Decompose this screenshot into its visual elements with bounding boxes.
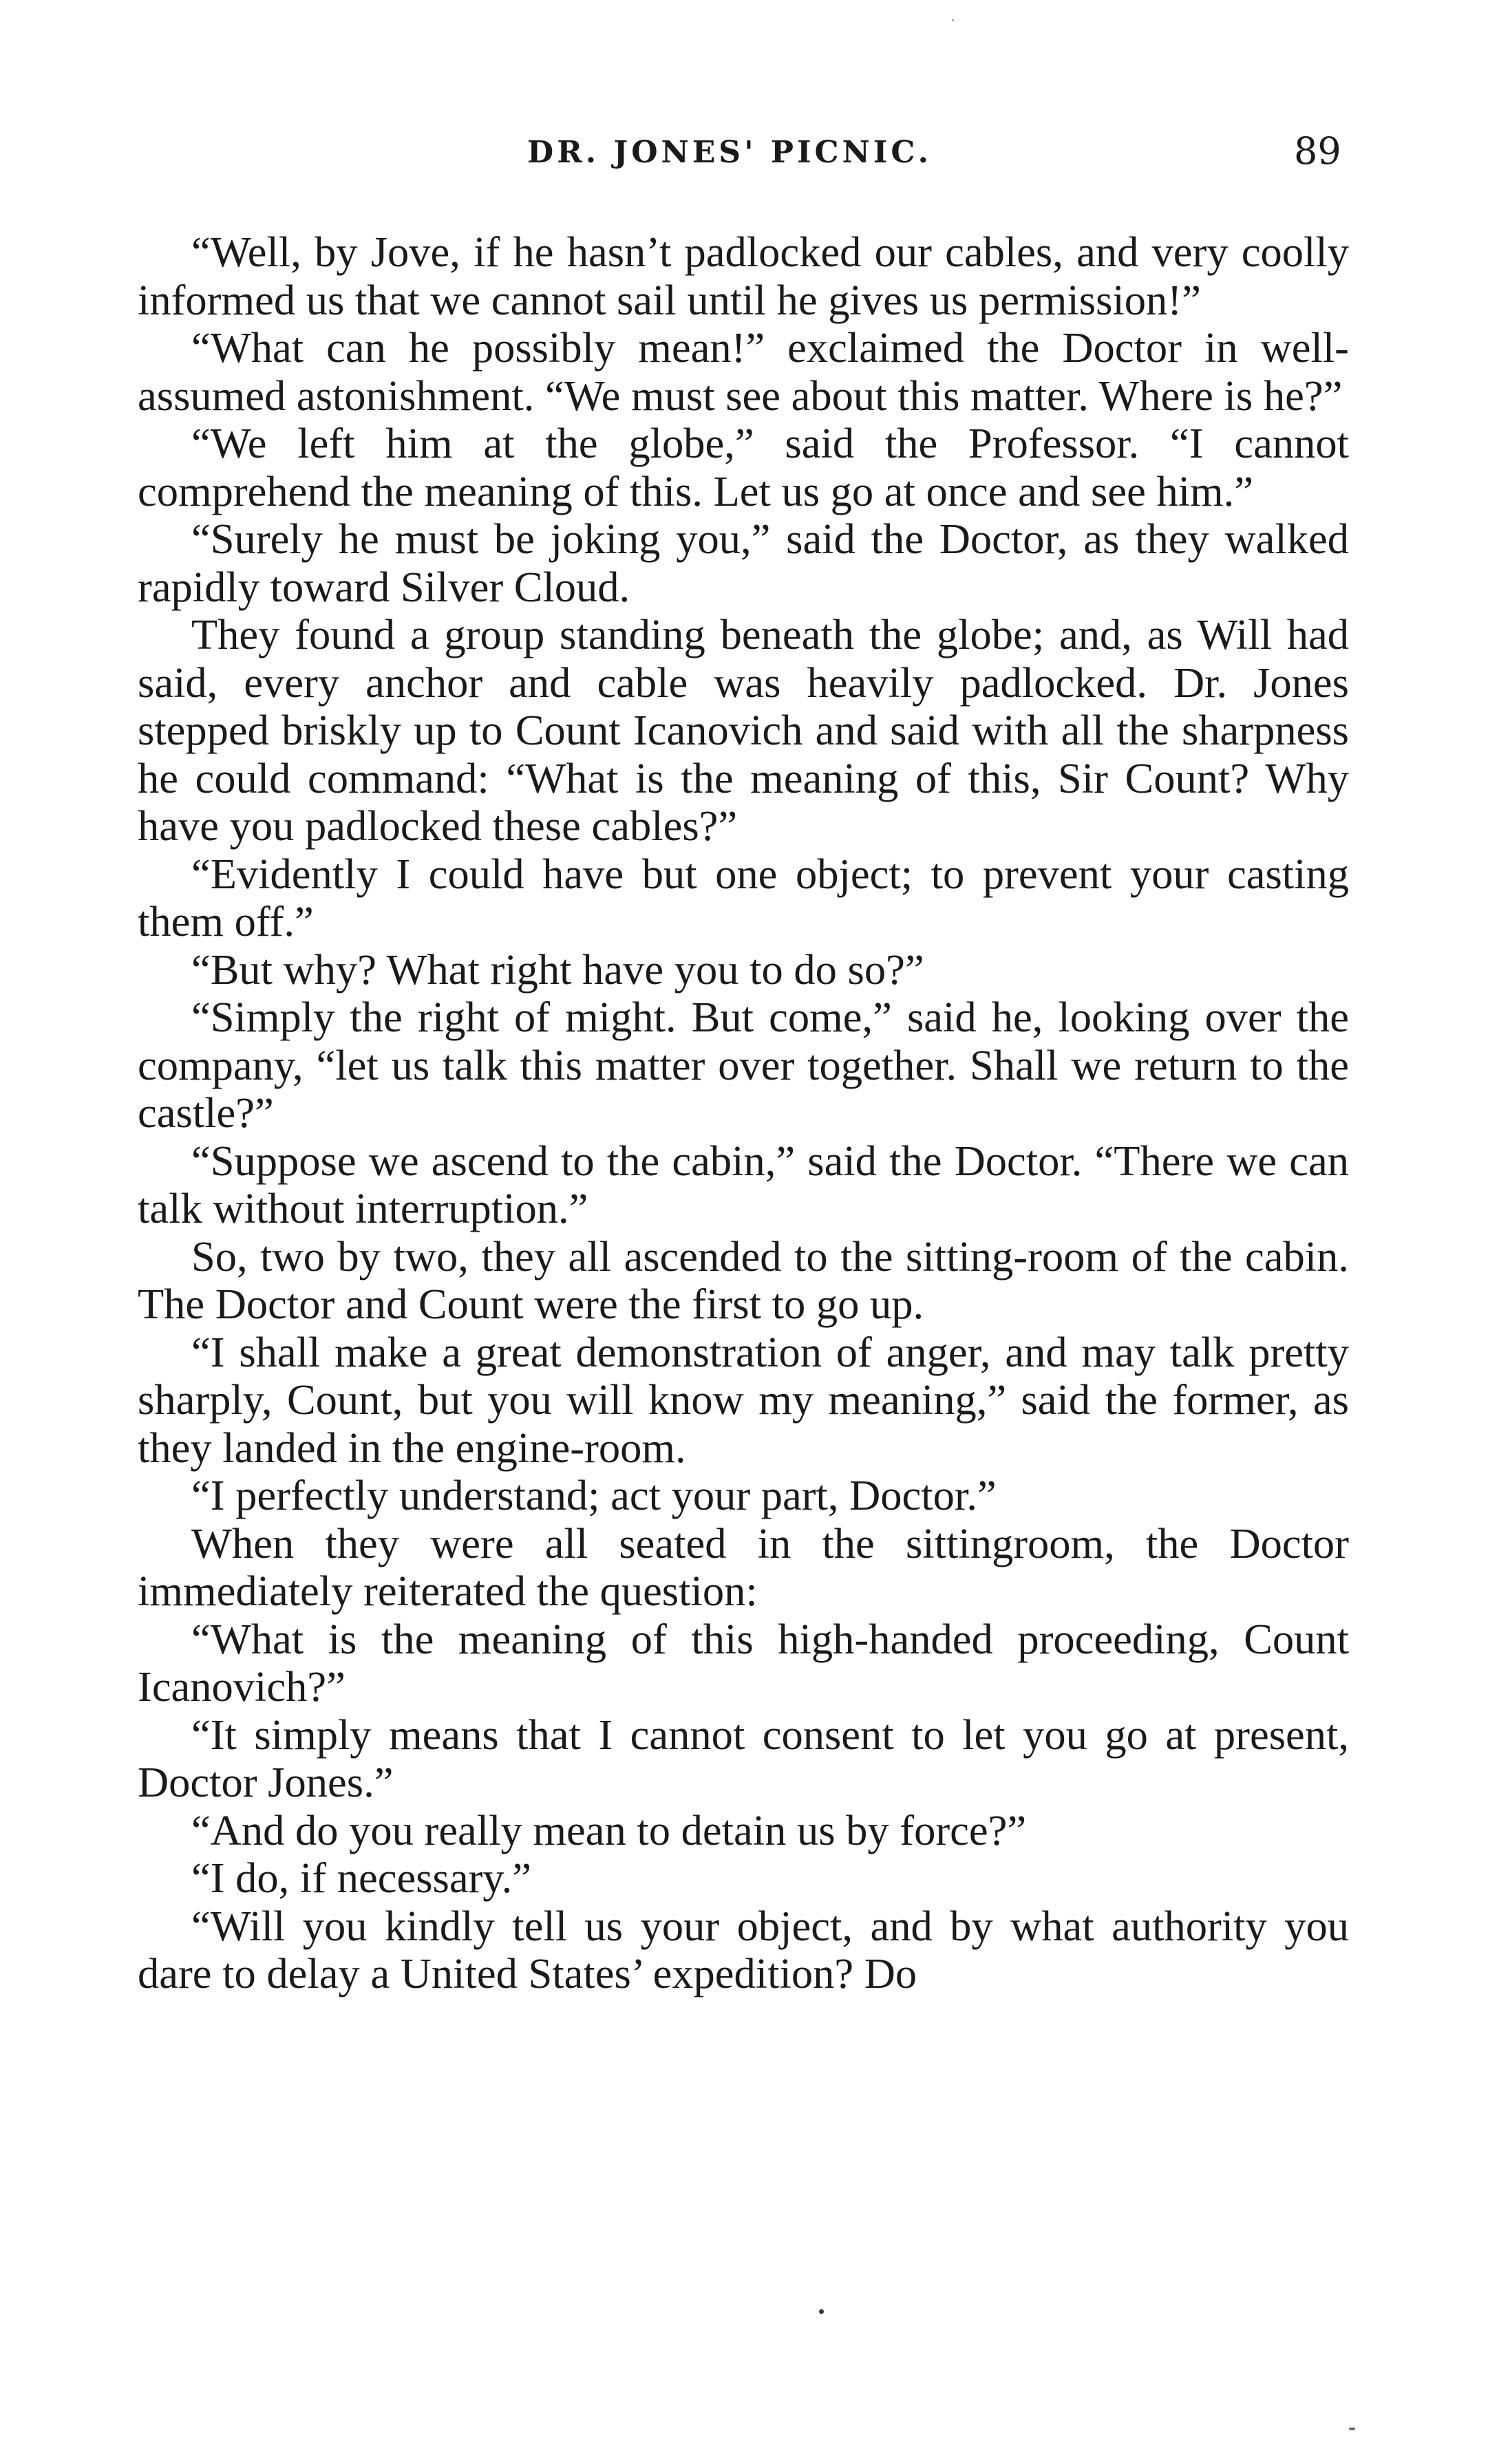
ink-speck bbox=[819, 2309, 824, 2314]
ink-speck bbox=[1349, 2428, 1355, 2430]
paragraph: “But why? What right have you to do so?” bbox=[191, 945, 924, 994]
paragraph: “I shall make a great demonstration of anger, and may talk pretty sharply, Count, but you will know my meaning,” said the former, as they landed in the engine-room. bbox=[138, 1327, 1349, 1472]
paragraph: “Simply the right of might. But come,” said he, looking over the company, “let us talk this matter over together. Shall we return to the castle?” bbox=[138, 993, 1349, 1137]
paragraph: They found a group standing beneath the globe; and, as Will had said, every anchor and cable was heavily padlocked. Dr. Jones stepped briskly up to Count Icanovich and said with all the sharpness he could command: “What is the meaning of this, Sir Count? Why have you padlocked these cables?” bbox=[138, 610, 1349, 850]
paragraph: “I perfectly understand; act your part, Doctor.” bbox=[191, 1471, 997, 1519]
ink-speck bbox=[952, 19, 954, 21]
paragraph: “We left him at the globe,” said the Professor. “I cannot comprehend the meaning of this. Let us go at once and see him.” bbox=[138, 419, 1349, 515]
paragraph: “It simply means that I cannot consent to let you go at present, Doctor Jones.” bbox=[138, 1710, 1349, 1806]
paragraph: “And do you really mean to detain us by force?” bbox=[191, 1806, 1027, 1854]
paragraph: “What can he possibly mean!” exclaimed the Doctor in well-assumed astonishment. “We must see about this matter. Where is he?” bbox=[138, 323, 1349, 420]
paragraph: “Surely he must be joking you,” said the Doctor, as they walked rapidly toward Silver Cloud. bbox=[138, 515, 1349, 611]
running-head: DR. JONES' PICNIC. bbox=[527, 135, 932, 170]
paragraph: So, two by two, they all ascended to the sitting-room of the cabin. The Doctor and Count were the first to go up. bbox=[138, 1232, 1349, 1328]
paragraph: “Evidently I could have but one object; to prevent your casting them off.” bbox=[138, 849, 1349, 945]
paragraph: “What is the meaning of this high-handed proceeding, Count Icanovich?” bbox=[138, 1614, 1349, 1711]
paragraph: “I do, if necessary.” bbox=[191, 1854, 531, 1902]
page-number: 89 bbox=[1294, 129, 1341, 173]
paragraph: When they were all seated in the sittingroom, the Doctor immediately reiterated the question: bbox=[138, 1519, 1349, 1615]
paragraph: “Will you kindly tell us your object, and by what authority you dare to delay a United States’ expedition? Do bbox=[138, 1901, 1349, 1997]
paragraph: “Well, by Jove, if he hasn’t padlocked our cables, and very coolly informed us that we cannot sail until he gives us permission!” bbox=[138, 228, 1349, 324]
paragraph: “Suppose we ascend to the cabin,” said the Doctor. “There we can talk without interruption.” bbox=[138, 1136, 1349, 1232]
body-text bbox=[138, 228, 1349, 1998]
